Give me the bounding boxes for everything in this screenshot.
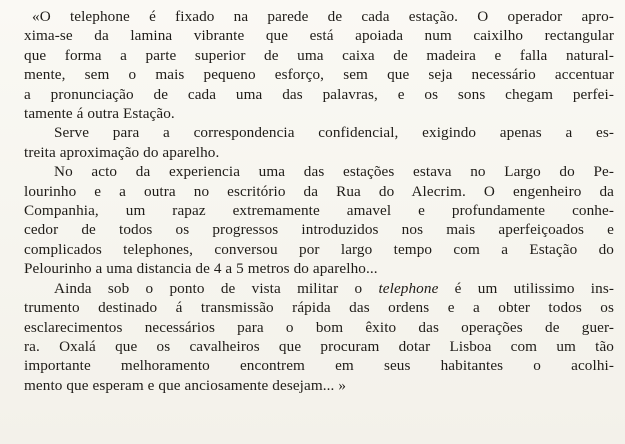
- text-fragment: Ainda sob o ponto de vista militar o: [54, 279, 379, 297]
- text-line: ra. Oxalá que os cavalheiros que procuram dotar Lisboa com um tão: [24, 337, 614, 355]
- text-line: «O telephone é fixado na parede de cada estação. O operador apro-: [32, 8, 614, 25]
- text-line: tamente á outra Estação.: [24, 105, 175, 123]
- text-line: Serve para a correspondencia confidencial, exigindo apenas a es-: [54, 124, 614, 142]
- text-line: a pronunciação de cada uma das palavras, e os sons chegam perfei-: [24, 85, 614, 103]
- text-line: complicados telephones, conversou por largo tempo com a Estação do: [24, 240, 614, 258]
- text-fragment: é um utilissimo ins-: [438, 279, 614, 297]
- text-line: mente, sem o mais pequeno esforço, sem que seja necessário accentuar: [24, 66, 614, 84]
- text-line: Pelourinho a uma distancia de 4 a 5 metros do aparelho...: [24, 260, 378, 278]
- document-text: [24, 7, 614, 395]
- text-line-composite: [24, 279, 614, 298]
- text-line: cedor de todos os progressos introduzidos nos mais aperfeiçoados e: [24, 221, 614, 239]
- text-line: que forma a parte superior de uma caixa de madeira e falla natural-: [24, 46, 614, 64]
- text-line: mento que esperam e que anciosamente desejam... »: [24, 376, 347, 394]
- text-line: trumento destinado á transmissão rápida das ordens e a obter todos os: [24, 299, 614, 317]
- text-line: lourinho e a outra no escritório da Rua do Alecrim. O engenheiro da: [24, 182, 614, 200]
- italic-term-telephone: telephone: [378, 279, 439, 297]
- text-line: Companhia, um rapaz extremamente amavel e profundamente conhe-: [24, 202, 614, 220]
- text-line: importante melhoramento encontrem em seus habitantes o acolhi-: [24, 357, 614, 375]
- text-line: No acto da experiencia uma das estações estava no Largo do Pe-: [54, 163, 614, 181]
- text-line: treita aproximação do aparelho.: [24, 143, 220, 161]
- text-line: xima-se da lamina vibrante que está apoiada num caixilho rectangular: [24, 27, 614, 45]
- text-line: esclarecimentos necessários para o bom êxito das operações de guer-: [24, 318, 614, 336]
